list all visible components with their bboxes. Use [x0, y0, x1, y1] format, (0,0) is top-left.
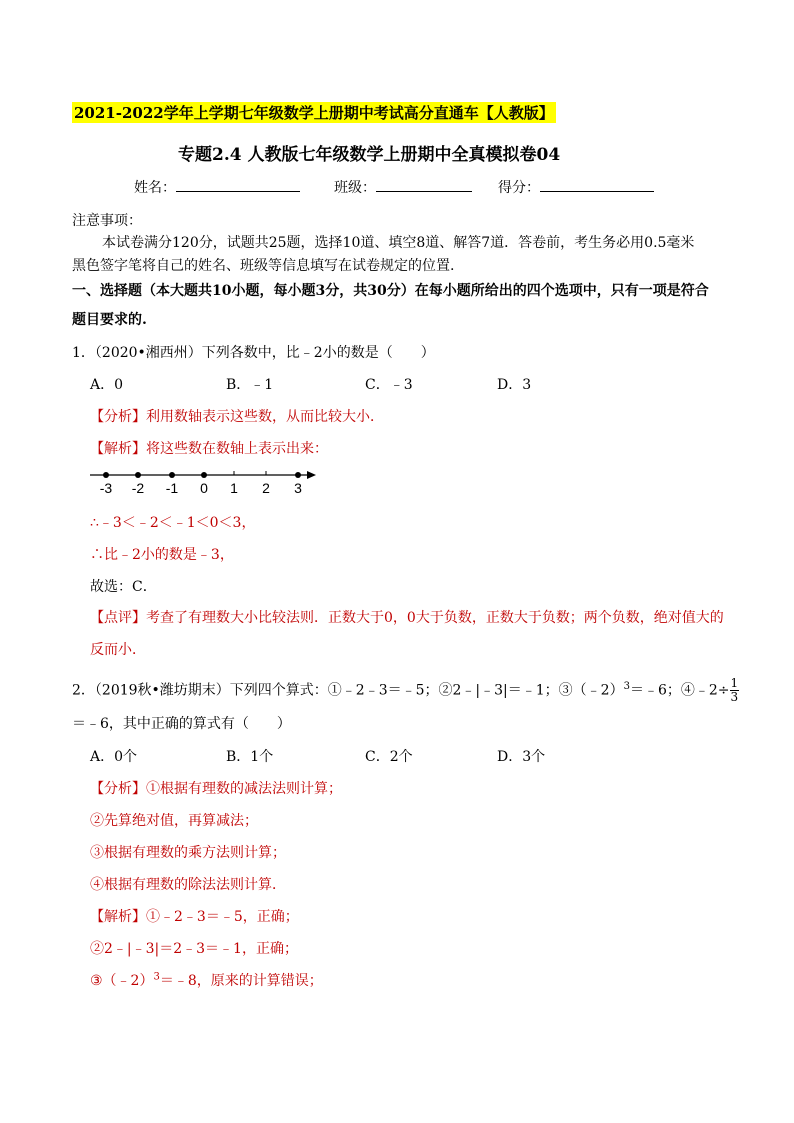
q1-stem: 1．（2020•湘西州）下列各数中，比﹣2小的数是（ ） [72, 345, 435, 361]
section-heading-line-1: 一、选择题（本大题共10小题，每小题3分，共30分）在每小题所给出的四个选项中，只有一项是符合 [72, 283, 709, 299]
score-blank [540, 178, 654, 192]
class-field [334, 177, 472, 197]
q2-stem-line-2: ＝﹣6，其中正确的算式有（ ） [72, 716, 291, 732]
q2-option-b: B．1个 [226, 749, 274, 765]
q2-fraction [730, 677, 740, 704]
q1-option-b: B．﹣1 [226, 377, 274, 393]
number-line-point [201, 472, 207, 478]
q1-option-a: A．0 [90, 377, 124, 393]
class-blank [376, 178, 472, 192]
notice-heading: 注意事项： [72, 213, 142, 229]
number-line-point [295, 472, 301, 478]
score-label: 得分： [498, 180, 540, 196]
q2-solution-3-part-a: ③（﹣2） [90, 973, 154, 989]
score-field [498, 177, 654, 197]
q1-solution: 【解析】将这些数在数轴上表示出来： [90, 441, 328, 457]
name-blank [176, 178, 300, 192]
class-label: 班级： [334, 180, 376, 196]
page-title: 专题2.4 人教版七年级数学上册期中全真模拟卷04 [178, 145, 561, 165]
q1-analysis: 【分析】利用数轴表示这些数，从而比较大小． [90, 409, 384, 425]
number-line-label: -1 [165, 480, 179, 496]
q2-solution-3 [90, 970, 323, 990]
q1-comment-line-2: 反而小． [90, 642, 146, 658]
q2-fraction-denominator: 3 [730, 690, 739, 704]
section-heading-line-2: 题目要求的. [72, 312, 147, 328]
q2-analysis-4: ④根据有理数的除法法则计算． [90, 877, 286, 893]
q2-stem-line-1 [72, 677, 739, 704]
notice-line-1: 本试卷满分120分，试题共25题，选择10道、填空8道、解答7道．答卷前，考生务必用0.5毫米 [102, 235, 695, 251]
number-line-label: 3 [294, 480, 302, 496]
q2-option-c: C．2个 [365, 749, 413, 765]
exam-banner: 2021-2022学年上学期七年级数学上册期中考试高分直通车【人教版】 [74, 104, 554, 122]
q1-option-d: D．3 [497, 377, 532, 393]
name-label: 姓名： [134, 180, 176, 196]
arrow-icon [307, 471, 316, 479]
q2-solution-2: ②2﹣|﹣3|＝2﹣3＝﹣1，正确； [90, 941, 298, 957]
q2-analysis: 【分析】①根据有理数的减法法则计算； [90, 781, 342, 797]
number-line-label: -2 [131, 480, 145, 496]
q2-solution-3-part-b: ＝﹣8，原来的计算错误； [159, 973, 323, 989]
q2-stem-part-a: 2．（2019秋•潍坊期末）下列四个算式：①﹣2﹣3＝﹣5；②2﹣|﹣3|＝﹣1；③（﹣2） [72, 682, 624, 699]
number-line-point [169, 472, 175, 478]
q1-comment-line-1: 【点评】考查了有理数大小比较法则．正数大于0，0大于负数，正数大于负数；两个负数，绝对值大的 [90, 610, 724, 626]
q1-option-c: C．﹣3 [365, 377, 413, 393]
number-line-label: 2 [262, 480, 270, 496]
q1-step-2: ∴比﹣2小的数是﹣3， [90, 547, 234, 563]
q2-fraction-numerator: 1 [730, 676, 739, 690]
q2-analysis-3: ③根据有理数的乘方法则计算； [90, 845, 286, 861]
number-line-label: -3 [99, 480, 113, 496]
number-line-point [103, 472, 109, 478]
q1-choice: 故选：C． [90, 579, 157, 595]
q1-step-1: ∴﹣3＜﹣2＜﹣1＜0＜3， [90, 515, 256, 531]
q2-stem-part-b: ＝﹣6；④﹣2÷ [629, 682, 730, 699]
number-line-point [135, 472, 141, 478]
q2-solution-3-exponent: 3 [153, 971, 160, 983]
q2-solution: 【解析】①﹣2﹣3＝﹣5，正确； [90, 909, 299, 925]
q2-stem-exponent: 3 [623, 680, 630, 692]
q2-option-d: D．3个 [497, 749, 546, 765]
number-line [86, 466, 326, 496]
number-line-label: 1 [230, 480, 238, 496]
name-field [134, 177, 300, 197]
notice-line-2: 黑色签字笔将自己的姓名、班级等信息填写在试卷规定的位置. [72, 258, 455, 274]
q2-option-a: A．0个 [90, 749, 138, 765]
number-line-label: 0 [200, 480, 208, 496]
q2-analysis-2: ②先算绝对值，再算减法； [90, 813, 258, 829]
